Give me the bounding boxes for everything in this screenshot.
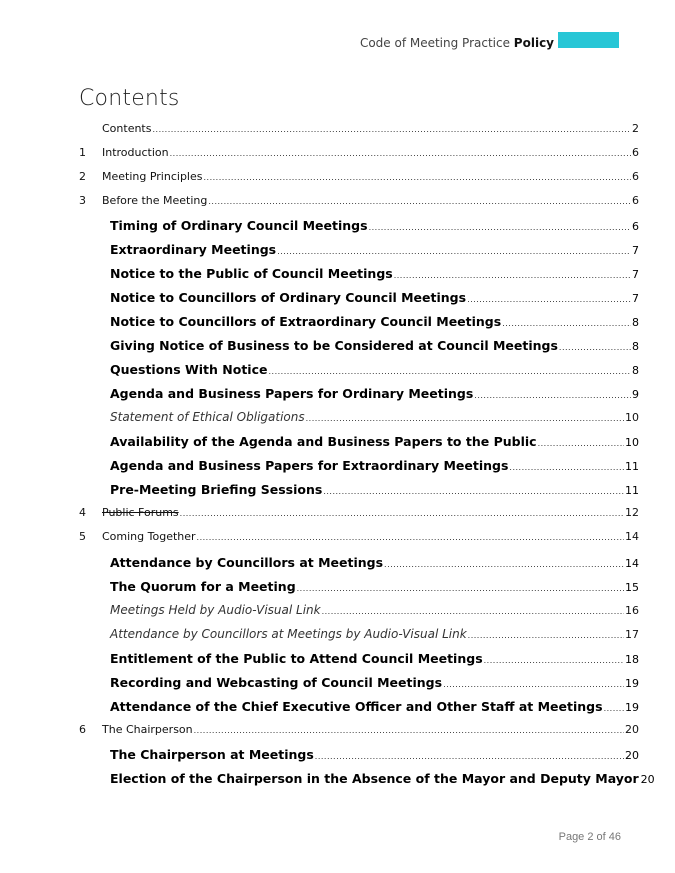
toc-entry-page: 8 xyxy=(632,340,639,353)
toc-entry[interactable] xyxy=(79,410,639,424)
toc-leader-dots xyxy=(152,125,631,134)
toc-entry[interactable] xyxy=(79,386,639,401)
toc-entry-title: Recording and Webcasting of Council Meetings xyxy=(110,675,443,690)
toc-entry-title: Notice to the Public of Council Meetings xyxy=(110,266,393,281)
toc-entry[interactable] xyxy=(79,627,639,641)
toc-entry-page: 8 xyxy=(632,316,639,329)
toc-leader-dots xyxy=(180,509,624,518)
toc-entry-title: Pre-Meeting Briefing Sessions xyxy=(110,482,323,497)
toc-entry-title: Before the Meeting xyxy=(102,194,208,207)
toc-entry-number: 1 xyxy=(79,146,86,159)
toc-leader-dots xyxy=(443,680,624,689)
toc-entry-title: Notice to Councillors of Extraordinary Council Meetings xyxy=(110,314,502,329)
toc-entry[interactable] xyxy=(79,699,639,714)
toc-entry-page: 14 xyxy=(625,530,639,543)
toc-leader-dots xyxy=(604,704,624,713)
toc-entry-title: Availability of the Agenda and Business Papers to the Public xyxy=(110,434,537,449)
toc-entry-number: 3 xyxy=(79,194,86,207)
toc-entry-page: 6 xyxy=(632,146,639,159)
toc-entry-page: 20 xyxy=(640,773,655,786)
toc-entry-title: Agenda and Business Papers for Extraordinary Meetings xyxy=(110,458,509,473)
toc-entry-page: 16 xyxy=(625,604,639,617)
toc-entry-title: Contents xyxy=(102,122,152,135)
toc-entry-page: 7 xyxy=(632,244,639,257)
toc-leader-dots xyxy=(297,584,624,593)
toc-entry[interactable] xyxy=(79,723,639,736)
toc-entry-title: Entitlement of the Public to Attend Council Meetings xyxy=(110,651,483,666)
toc-entry-title: Meetings Held by Audio-Visual Link xyxy=(110,603,321,617)
toc-entry[interactable] xyxy=(79,314,639,329)
toc-leader-dots xyxy=(203,173,631,182)
toc-leader-dots xyxy=(369,223,631,232)
toc-entry-title: Public Forums xyxy=(102,506,179,519)
toc-leader-dots xyxy=(322,607,624,616)
toc-entry-page: 10 xyxy=(625,411,639,424)
toc-entry[interactable] xyxy=(79,603,639,617)
toc-leader-dots xyxy=(277,247,631,256)
toc-entry[interactable] xyxy=(79,290,639,305)
toc-entry-page: 15 xyxy=(625,581,639,594)
toc-leader-dots xyxy=(194,726,624,735)
toc-entry-number: 4 xyxy=(79,506,86,519)
toc-leader-dots xyxy=(306,414,624,423)
toc-entry-title: Meeting Principles xyxy=(102,170,203,183)
toc-entry-page: 9 xyxy=(632,388,639,401)
toc-leader-dots xyxy=(502,319,631,328)
toc-entry-title: Attendance by Councillors at Meetings xyxy=(110,555,384,570)
toc-entry[interactable] xyxy=(79,170,639,183)
toc-entry-page: 17 xyxy=(625,628,639,641)
toc-entry[interactable] xyxy=(79,242,639,257)
toc-entry-title: Statement of Ethical Obligations xyxy=(110,410,305,424)
page-number: Page 2 of 46 xyxy=(558,831,621,843)
toc-leader-dots xyxy=(315,752,624,761)
toc-entry-title: Agenda and Business Papers for Ordinary Meetings xyxy=(110,386,474,401)
toc-leader-dots xyxy=(559,343,631,352)
toc-leader-dots xyxy=(468,631,624,640)
toc-entry-title: Attendance by Councillors at Meetings by Audio-Visual Link xyxy=(110,627,467,641)
toc-entry-page: 6 xyxy=(632,170,639,183)
toc-entry-page: 11 xyxy=(625,460,639,473)
toc-entry-title: Questions With Notice xyxy=(110,362,268,377)
toc-entry[interactable] xyxy=(79,434,639,449)
toc-leader-dots xyxy=(467,295,631,304)
document-header xyxy=(360,36,554,50)
toc-entry[interactable] xyxy=(79,482,639,497)
toc-entry[interactable] xyxy=(79,579,639,594)
toc-entry[interactable] xyxy=(79,651,639,666)
toc-entry-number: 6 xyxy=(79,723,86,736)
toc-entry-title: The Quorum for a Meeting xyxy=(110,579,296,594)
toc-entry[interactable] xyxy=(79,218,639,233)
toc-entry-title: Giving Notice of Business to be Considered at Council Meetings xyxy=(110,338,558,353)
toc-entry-page: 19 xyxy=(625,677,639,690)
toc-entry-page: 14 xyxy=(625,557,639,570)
toc-entry-page: 8 xyxy=(632,364,639,377)
toc-entry[interactable] xyxy=(79,771,655,786)
header-title: Code of Meeting Practice xyxy=(359,36,514,50)
toc-entry-page: 20 xyxy=(625,749,639,762)
toc-entry-page: 10 xyxy=(625,436,639,449)
toc-entry-title: The Chairperson xyxy=(102,723,193,736)
toc-leader-dots xyxy=(384,560,624,569)
toc-leader-dots xyxy=(170,149,631,158)
toc-leader-dots xyxy=(484,656,624,665)
toc-leader-dots xyxy=(394,271,631,280)
toc-entry-page: 6 xyxy=(632,194,639,207)
toc-entry[interactable] xyxy=(79,555,639,570)
toc-entry-title: The Chairperson at Meetings xyxy=(110,747,314,762)
toc-entry-page: 7 xyxy=(632,292,639,305)
toc-leader-dots xyxy=(197,533,624,542)
toc-entry-page: 6 xyxy=(632,220,639,233)
header-accent-bar xyxy=(558,32,619,48)
toc-entry[interactable] xyxy=(79,506,639,519)
toc-entry-page: 18 xyxy=(625,653,639,666)
toc-leader-dots xyxy=(323,487,624,496)
toc-entry-page: 12 xyxy=(625,506,639,519)
toc-entry-number: 2 xyxy=(79,170,86,183)
toc-entry-title: Notice to Councillors of Ordinary Council Meetings xyxy=(110,290,467,305)
toc-entry[interactable] xyxy=(79,266,639,281)
toc-entry-title: Coming Together xyxy=(102,530,196,543)
toc-leader-dots xyxy=(474,391,631,400)
toc-entry[interactable] xyxy=(79,458,639,473)
toc-entry-title: Timing of Ordinary Council Meetings xyxy=(110,218,368,233)
toc-entry-title: Attendance of the Chief Executive Officer and Other Staff at Meetings xyxy=(110,699,603,714)
toc-entry-page: 2 xyxy=(632,122,639,135)
toc-entry[interactable] xyxy=(79,146,639,159)
toc-entry[interactable] xyxy=(79,675,639,690)
toc-entry[interactable] xyxy=(79,338,639,353)
toc-entry[interactable] xyxy=(79,122,639,135)
toc-entry[interactable] xyxy=(79,530,639,543)
toc-entry[interactable] xyxy=(79,747,639,762)
toc-entry-page: 11 xyxy=(625,484,639,497)
toc-entry[interactable] xyxy=(79,194,639,207)
toc-leader-dots xyxy=(509,463,624,472)
header-title-bold: Policy xyxy=(513,36,554,50)
toc-entry[interactable] xyxy=(79,362,639,377)
toc-entry-title: Introduction xyxy=(102,146,169,159)
page-title: Contents xyxy=(79,86,180,111)
toc-entry-title: Election of the Chairperson in the Absence of the Mayor and Deputy Mayor xyxy=(110,771,639,786)
toc-entry-page: 20 xyxy=(625,723,639,736)
toc-entry-page: 19 xyxy=(625,701,639,714)
toc-leader-dots xyxy=(208,197,631,206)
toc-entry-number: 5 xyxy=(79,530,86,543)
toc-leader-dots xyxy=(268,367,631,376)
toc-leader-dots xyxy=(538,439,624,448)
toc-entry-title: Extraordinary Meetings xyxy=(110,242,277,257)
toc-entry-page: 7 xyxy=(632,268,639,281)
